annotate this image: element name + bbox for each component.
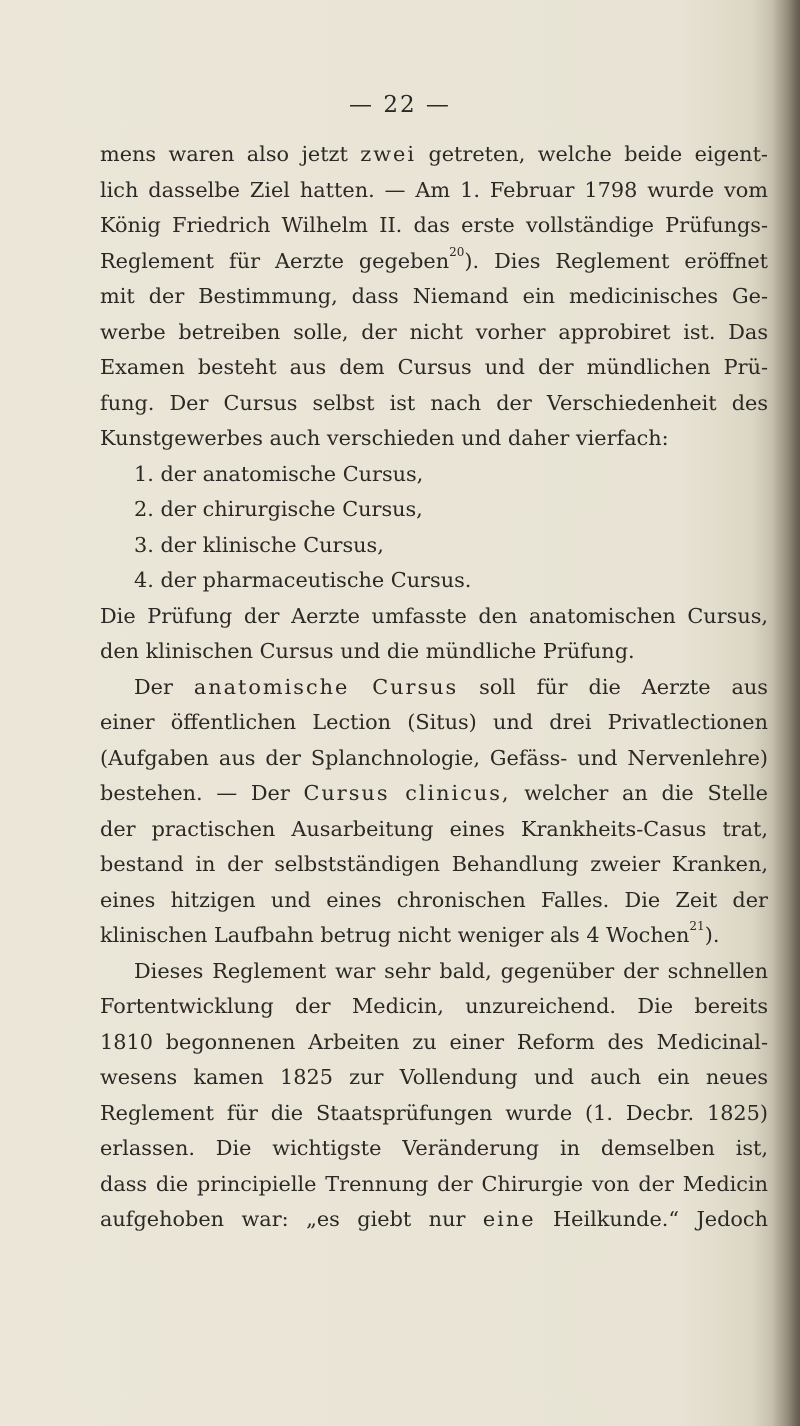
text-line: bestehen. — Der Cursus clinicus, welcher an die Stelle: [100, 781, 768, 805]
text-line: Dieses Reglement war sehr bald, gegenüber der schnellen: [134, 958, 768, 983]
body-text: [100, 137, 768, 1238]
text-line: wesens kamen 1825 zur Vollendung und auch ein neues: [100, 1065, 768, 1089]
text-line: erlassen. Die wichtigste Veränderung in demselben ist,: [100, 1136, 768, 1160]
text-line: mit der Bestimmung, dass Niemand ein medicinisches Ge-: [100, 284, 768, 308]
text-line: Examen besteht aus dem Cursus und der mündlichen Prü-: [100, 355, 768, 379]
text-line: lich dasselbe Ziel hatten. — Am 1. Februar 1798 wurde vom: [100, 177, 768, 202]
text-line: der practischen Ausarbeitung eines Krankheits-Casus trat,: [100, 816, 768, 841]
text-line: eines hitzigen und eines chronischen Falles. Die Zeit der: [100, 887, 768, 912]
text-line: klinischen Laufbahn betrug nicht weniger als 4 Wochen$^{21}$).: [100, 919, 720, 947]
list-item: 1. der anatomische Cursus,: [134, 461, 424, 486]
footnote-ref: 21: [689, 919, 705, 933]
text-line: einer öffentlichen Lection (Situs) und drei Privatlectionen: [100, 710, 768, 734]
spaced-emphasis: eine: [482, 1207, 536, 1231]
text-line: (Aufgaben aus der Splanchnologie, Gefäss- und Nervenlehre): [100, 745, 768, 770]
text-line: Der anatomische Cursus soll für die Aerzte aus: [134, 674, 768, 699]
text-line: Kunstgewerbes auch verschieden und daher vierfach:: [100, 426, 669, 450]
page-edge-shadow: [772, 0, 800, 1426]
text-line: fung. Der Cursus selbst ist nach der Verschiedenheit des: [100, 390, 768, 415]
spaced-emphasis: anatomische Cursus: [193, 674, 459, 699]
text-line: bestand in der selbstständigen Behandlung zweier Kranken,: [100, 852, 768, 876]
text-line: 1810 begonnenen Arbeiten zu einer Reform des Medicinal-: [100, 1029, 768, 1054]
list-item: 4. der pharmaceutische Cursus.: [134, 568, 472, 592]
spaced-emphasis: zwei: [360, 142, 417, 166]
text-line: Reglement für die Staatsprüfungen wurde (1. Decbr. 1825): [100, 1100, 768, 1125]
text-line: den klinischen Cursus und die mündliche Prüfung.: [100, 639, 635, 663]
list-item: 3. der klinische Cursus,: [134, 532, 384, 557]
text-line: werbe betreiben solle, der nicht vorher approbiret ist. Das: [100, 319, 768, 344]
text-line: Die Prüfung der Aerzte umfasste den anatomischen Cursus,: [100, 603, 768, 628]
text-line: dass die principielle Trennung der Chirurgie von der Medicin: [100, 1171, 768, 1196]
spaced-emphasis: Cursus clinicus,: [303, 781, 511, 805]
text-line: König Friedrich Wilhelm II. das erste vollständige Prüfungs-: [100, 213, 768, 237]
text-line: aufgehoben war: „es giebt nur eine Heilkunde.“ Jedoch: [100, 1207, 768, 1231]
list-item: 2. der chirurgische Cursus,: [134, 497, 423, 521]
text-line: Fortentwicklung der Medicin, unzureichend. Die bereits: [100, 994, 768, 1018]
page-number: — 22 —: [349, 92, 451, 118]
footnote-ref: 20: [449, 244, 465, 259]
text-line: mens waren also jetzt zwei getreten, welche beide eigent-: [100, 142, 768, 166]
text-line: Reglement für Aerzte gegeben$^{20}$). Dies Reglement eröffnet: [100, 244, 769, 273]
